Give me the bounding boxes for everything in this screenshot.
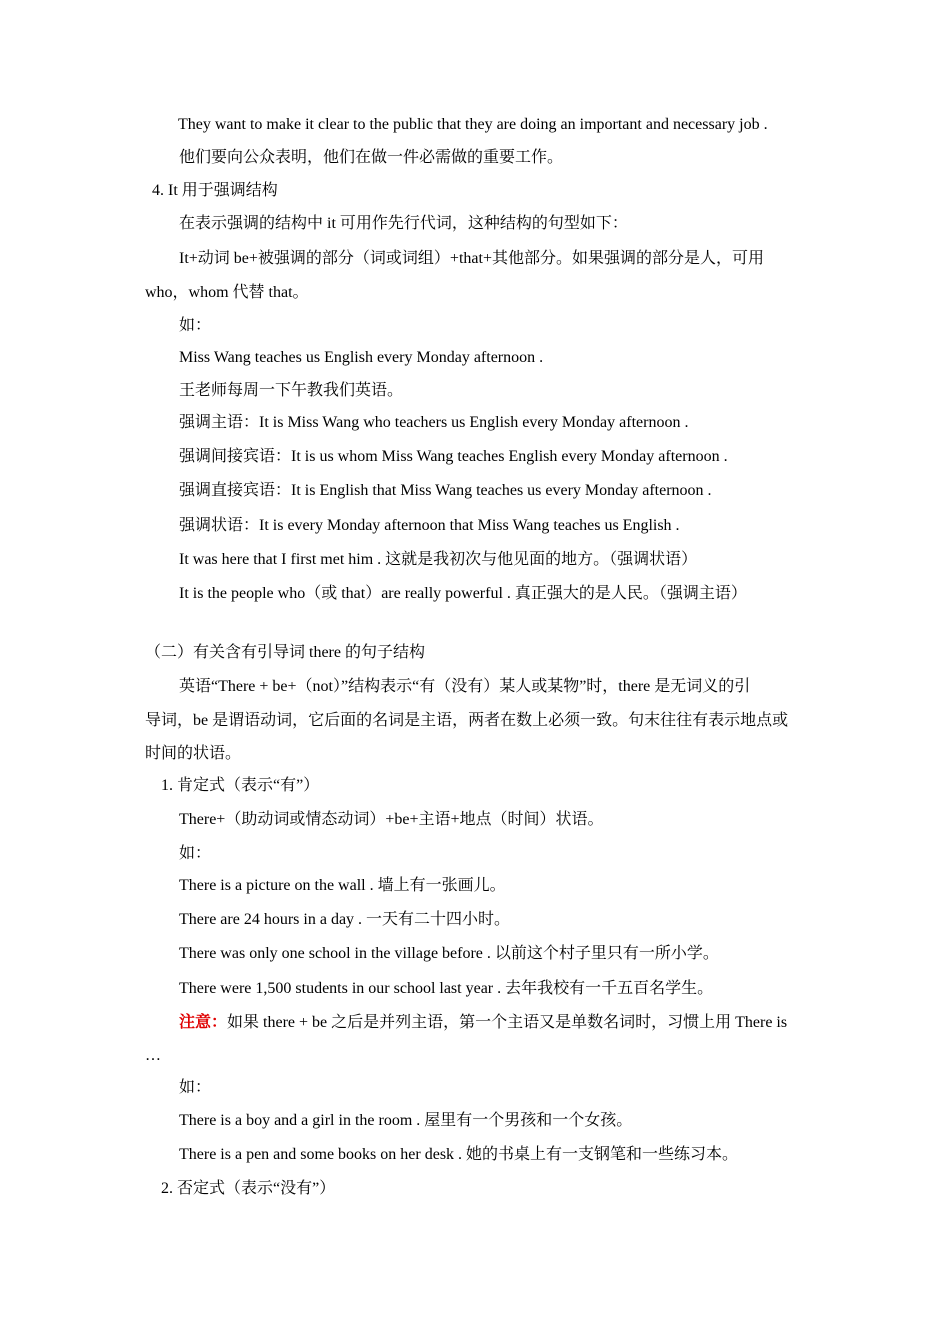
there-example: There is a picture on the wall . 墙上有一张画儿。: [179, 877, 506, 894]
paragraph-text: It+动词 be+被强调的部分（词或词组）+that+其他部分。如果强调的部分是人，可用: [179, 250, 764, 267]
paragraph-text: 导词，be 是谓语动词，它后面的名词是主语，两者在数上必须一致。句末往往有表示地点或: [145, 712, 789, 729]
example-sentence-chinese: 他们要向公众表明，他们在做一件必需做的重要工作。: [179, 149, 564, 166]
pattern-text: There+（助动词或情态动词）+be+主语+地点（时间）状语。: [179, 811, 604, 828]
section-heading-it-emphasis: 4. It 用于强调结构: [152, 182, 278, 199]
example-label: 如：: [179, 317, 212, 334]
there-example: There were 1,500 students in our school last year . 去年我校有一千五百名学生。: [179, 980, 714, 997]
paragraph-text: 英语“There + be+（not）”结构表示“有（没有）某人或某物”时，there 是无词义的引: [179, 678, 751, 695]
there-example: There is a pen and some books on her desk . 她的书桌上有一支钢笔和一些练习本。: [179, 1146, 739, 1163]
paragraph-text: 时间的状语。: [145, 745, 242, 762]
there-example: There is a boy and a girl in the room . 屋里有一个男孩和一个女孩。: [179, 1112, 633, 1129]
emphasis-example: 强调主语：It is Miss Wang who teachers us English every Monday afternoon .: [179, 414, 689, 431]
section-heading-there: （二）有关含有引导词 there 的句子结构: [145, 644, 425, 661]
emphasis-example: 强调状语：It is every Monday afternoon that Miss Wang teaches us English .: [179, 517, 680, 534]
example-sentence-chinese: 王老师每周一下午教我们英语。: [179, 382, 404, 399]
paragraph-text: who，whom 代替 that。: [145, 284, 309, 301]
ellipsis-text: …: [145, 1047, 161, 1064]
example-label: 如：: [179, 1079, 212, 1096]
note-paragraph: [179, 1013, 787, 1033]
there-example: There are 24 hours in a day . 一天有二十四小时。: [179, 911, 511, 928]
emphasis-example: 强调间接宾语：It is us whom Miss Wang teaches English every Monday afternoon .: [179, 448, 728, 465]
subheading-affirmative: 1. 肯定式（表示“有”）: [161, 777, 320, 794]
example-sentence-english: They want to make it clear to the public that they are doing an important and necessary job .: [178, 116, 768, 133]
emphasis-example: It was here that I first met him . 这就是我初次与他见面的地方。（强调状语）: [179, 551, 698, 568]
example-label: 如：: [179, 845, 212, 862]
paragraph-text: 在表示强调的结构中 it 可用作先行代词，这种结构的句型如下：: [179, 215, 628, 232]
example-sentence-english: Miss Wang teaches us English every Monday afternoon .: [179, 349, 544, 366]
there-example: There was only one school in the village before . 以前这个村子里只有一所小学。: [179, 945, 719, 962]
note-label: 注意：: [179, 1014, 228, 1031]
emphasis-example: 强调直接宾语：It is English that Miss Wang teaches us every Monday afternoon .: [179, 482, 712, 499]
emphasis-example: It is the people who（或 that）are really powerful . 真正强大的是人民。（强调主语）: [179, 585, 747, 602]
note-text: 如果 there + be 之后是并列主语，第一个主语又是单数名词时，习惯上用 There is: [227, 1014, 788, 1031]
subheading-negative: 2. 否定式（表示“没有”）: [161, 1180, 336, 1197]
